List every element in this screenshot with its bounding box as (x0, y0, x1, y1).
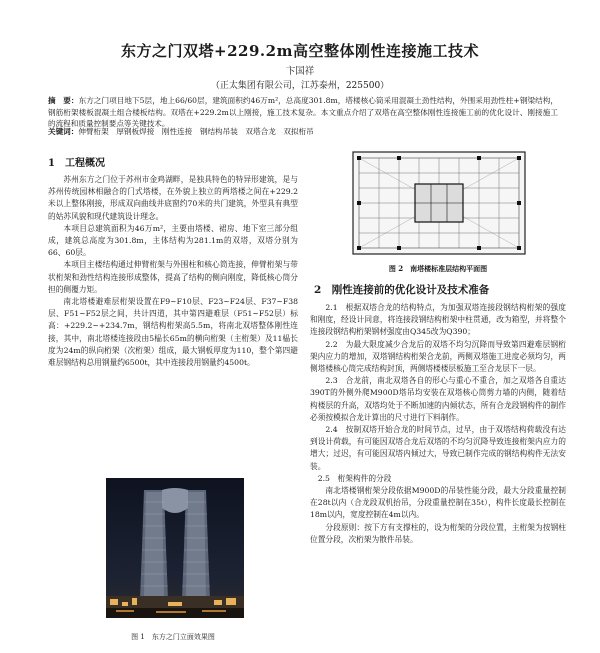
keywords (48, 126, 558, 137)
figure-2-caption: 图 2 南塔楼标准层结构平面图 (388, 264, 488, 273)
paper-title: 东方之门双塔+229.2m高空整体刚性连接施工技术 (121, 42, 479, 60)
section-2-paragraph: 2.1 根据双塔合龙的结构特点，为加强双塔连接段钢结构桁架的强度和刚度，经设计同意，将连接段钢结构桁架中柱贯通，改为箱型，并将整个连接段钢结构桁架钢材强度由Q345改为Q390； (310, 303, 566, 337)
section-2-paragraph: 2.2 为最大限度减少合龙后的双塔不均匀沉降而导致第四避难层钢桁架内应力的增加，双塔钢结构桁架合龙前，两侧双塔施工进度必须均匀，两侧塔楼核心筒完成结构封顶，两侧塔楼楼层板施工至合龙层下一层。 (310, 339, 566, 374)
abstract (48, 95, 558, 130)
floor-plan-drawing (323, 148, 551, 258)
author-affiliation: （正太集团有限公司，江苏泰州，225500） (210, 81, 390, 91)
section-2-5-heading: 2.5 桁架构件的分段 (317, 473, 392, 483)
figure-1-caption: 图 1 东方之门立面效果图 (131, 633, 215, 641)
section-1-heading: 1 工程概况 (48, 158, 105, 169)
section-1-paragraph: 本项目总建筑面积为46万m²，主要由塔楼、裙房、地下室三部分组成，建筑总高度为301.8m，主体结构为281.1m的双塔，双塔分别为66、60层。 (48, 223, 298, 258)
left-column (48, 150, 298, 369)
section-2-5-paragraph: 南北塔楼钢桁架分段依据M900D的吊装性能分段，最大分段重量控制在28t以内（合龙段双机抬吊，分段重量控制在35t），构件长度最长控制在18m以内，宽度控制在4m以内。 (310, 486, 566, 520)
section-2-heading: 2 刚性连接前的优化设计及技术准备 (314, 284, 490, 296)
author-name: 卞国祥 (285, 66, 315, 77)
section-1-paragraph: 南北塔楼避难层桁架设置在F9~F10层、F23~F24层、F37~F38层、F51~F52层之间，共计四道，其中第四避难层（F51~F52层）标高：+229.2~+234.7m，钢结构桁架高5.5m，将南北双塔整体刚性连接，其中，南北塔楼连接段由5榀长65m的横向桁架（主桁架）及11榀长度为24m的纵向桁架（次桁架）组成，最大钢板厚度为110，整个第四避难层钢结构总用钢量约6500t，其中连接段用钢量约4500t。 (48, 297, 298, 368)
section-1-paragraph: 本项目主楼结构通过伸臂桁架与外围柱和核心筒连接，伸臂桁架与带状桁架和劲性结构连接形成整体，提高了结构的侧向刚度，降低核心筒分担的侧覆力矩。 (48, 260, 298, 294)
right-column (310, 302, 566, 546)
section-2-5-paragraph: 分段原则：按下方有支撑柱的，设为桁架的分段位置，主桁架为按钢柱位置分段，次桁架为散件吊装。 (310, 522, 566, 544)
section-2-paragraph: 2.3 合龙前，南北双塔各自的形心与重心不重合，加之双塔各自重达390T的外侧外爬M900D塔吊均安装在双塔核心筒剪力墙的内侧，随着结构楼层的升高，双塔均处于不断加速的内倾状态，所有合龙段钢构件的制作必须按模拟合龙计算出的尺寸进行下料制作。 (310, 376, 566, 422)
section-2-paragraph: 2.4 按制双塔开始合龙的时间节点，过早，由于双塔结构荷载没有达到设计荷载，有可能因双塔合龙后双塔的不均匀沉降导致连接桁架内应力的增大；过迟，有可能因双塔内倾过大，导致已制作完成的钢结构构件无法安装。 (310, 425, 566, 471)
gate-of-orient-photo (106, 478, 244, 618)
abstract-text: 东方之门项目地下5层，地上66/60层，建筑面积约46万m²，总高度301.8m，塔楼核心筒采用混凝土劲性结构，外围采用劲性柱+钢梁结构，钢筋桁架楼板混凝土组合楼板结构。双塔在+229.2m以上刚接，施工技术复杂。本文重点介绍了双塔在高空整体刚性连接施工前的优化设计、刚接施工的流程和质量控制要点等关键技术。 (48, 96, 558, 128)
gate-photo-drawing (106, 478, 244, 618)
section-1-paragraph: 苏州东方之门位于苏州市金鸡湖畔，是独具特色的特异形建筑，是与苏州传统园林相融合的门式塔楼，在外貌上独立的两塔楼之间在+229.2米以上整体刚接，形成双向曲线井底窗约70米的共门建筑，外型具有典型的姑苏风貌和现代建筑设计理念。 (48, 175, 298, 221)
keywords-label: 关键词： (48, 127, 79, 136)
floor-plan-figure (323, 148, 551, 258)
abstract-label: 摘 要： (48, 96, 79, 105)
keywords-text: 伸臂桁架 厚钢板焊接 刚性连接 钢结构吊装 双塔合龙 双拟桁吊 (78, 127, 314, 136)
